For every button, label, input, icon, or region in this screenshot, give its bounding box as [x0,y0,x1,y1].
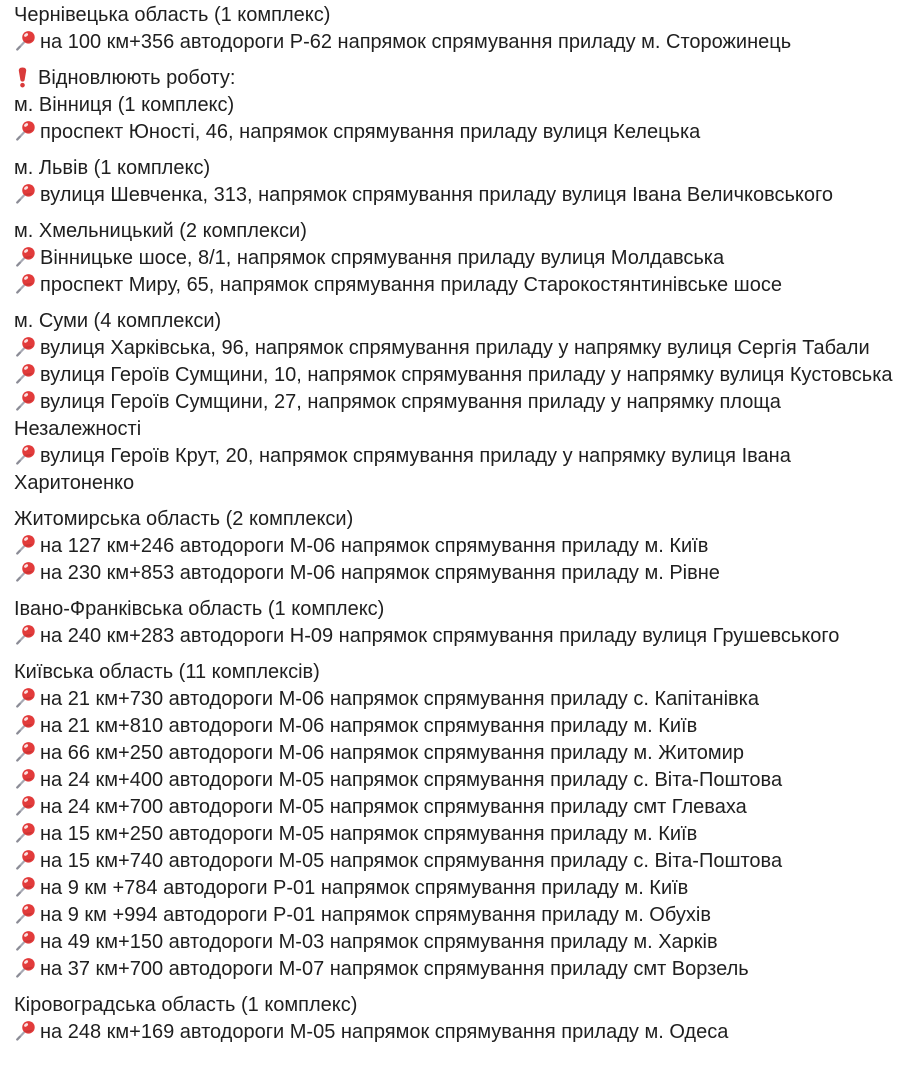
camera-location-text: проспект Миру, 65, напрямок спрямування приладу Старокостянтинівське шосе [40,274,782,296]
camera-location-item [14,245,893,272]
camera-location-item [14,389,893,443]
region-header: м. Вінниця (1 комплекс) [14,94,235,116]
pushpin-icon [14,929,37,952]
region-header: м. Суми (4 комплекси) [14,310,222,332]
camera-location-item [14,848,893,875]
camera-location-item [14,713,893,740]
region-block [14,2,893,56]
camera-location-item [14,902,893,929]
camera-location-text: на 37 км+700 автодороги М-07 напрямок спрямування приладу смт Ворзель [40,958,749,980]
region-block [14,155,893,209]
camera-location-text: проспект Юності, 46, напрямок спрямування приладу вулиця Келецька [40,121,701,143]
camera-location-item [14,272,893,299]
region-header: Чернівецька область (1 комплекс) [14,4,331,26]
pushpin-icon [14,740,37,763]
camera-location-text: вулиця Харківська, 96, напрямок спрямування приладу у напрямку вулиця Сергія Табали [40,337,870,359]
pushpin-icon [14,794,37,817]
pushpin-icon [14,875,37,898]
pushpin-icon [14,443,37,466]
pushpin-icon [14,767,37,790]
alert-text: Відновлюють роботу: [38,67,236,89]
camera-location-text: на 9 км +784 автодороги Р-01 напрямок спрямування приладу м. Київ [40,877,689,899]
restoring-work-note [14,65,893,92]
camera-location-text: на 49 км+150 автодороги М-03 напрямок спрямування приладу м. Харків [40,931,718,953]
camera-location-item [14,362,893,389]
camera-location-item [14,740,893,767]
pushpin-icon [14,713,37,736]
camera-location-text: вулиця Шевченка, 313, напрямок спрямування приладу вулиця Івана Величковського [40,184,833,206]
camera-location-text: на 15 км+740 автодороги М-05 напрямок спрямування приладу с. Віта-Поштова [40,850,783,872]
pushpin-icon [14,533,37,556]
region-block [14,308,893,497]
camera-location-item [14,623,893,650]
camera-location-text: на 127 км+246 автодороги М-06 напрямок спрямування приладу м. Київ [40,535,709,557]
camera-location-text: на 15 км+250 автодороги М-05 напрямок спрямування приладу м. Київ [40,823,698,845]
pushpin-icon [14,272,37,295]
camera-location-item [14,533,893,560]
camera-location-text: на 240 км+283 автодороги Н-09 напрямок спрямування приладу вулиця Грушевського [40,625,840,647]
camera-location-text: на 24 км+700 автодороги М-05 напрямок спрямування приладу смт Глеваха [40,796,747,818]
camera-location-item [14,119,893,146]
region-block [14,65,893,146]
pushpin-icon [14,686,37,709]
camera-location-text: на 24 км+400 автодороги М-05 напрямок спрямування приладу с. Віта-Поштова [40,769,783,791]
region-block [14,218,893,299]
pushpin-icon [14,29,37,52]
pushpin-icon [14,182,37,205]
region-header: м. Хмельницький (2 комплекси) [14,220,307,242]
pushpin-icon [14,1019,37,1042]
pushpin-icon [14,389,37,412]
camera-location-item [14,767,893,794]
region-header: Київська область (11 комплексів) [14,661,320,683]
camera-location-item [14,875,893,902]
pushpin-icon [14,956,37,979]
camera-location-item [14,794,893,821]
region-header: Івано-Франківська область (1 комплекс) [14,598,385,620]
camera-location-text: Вінницьке шосе, 8/1, напрямок спрямування приладу вулиця Молдавська [40,247,725,269]
camera-location-text: вулиця Героїв Крут, 20, напрямок спрямування приладу у напрямку вулиця Івана Харитоненко [14,445,791,494]
pushpin-icon [14,821,37,844]
camera-location-item [14,560,893,587]
camera-location-item [14,821,893,848]
camera-location-text: на 9 км +994 автодороги Р-01 напрямок спрямування приладу м. Обухів [40,904,711,926]
camera-location-text: вулиця Героїв Сумщини, 27, напрямок спрямування приладу у напрямку площа Незалежності [14,391,781,440]
region-header: м. Львів (1 комплекс) [14,157,211,179]
pushpin-icon [14,245,37,268]
exclamation-icon [14,65,31,89]
pushpin-icon [14,335,37,358]
camera-location-item [14,929,893,956]
camera-location-text: на 21 км+730 автодороги М-06 напрямок спрямування приладу с. Капітанівка [40,688,759,710]
camera-location-text: на 230 км+853 автодороги М-06 напрямок спрямування приладу м. Рівне [40,562,720,584]
pushpin-icon [14,362,37,385]
pushpin-icon [14,848,37,871]
camera-location-text: на 100 км+356 автодороги Р-62 напрямок спрямування приладу м. Сторожинець [40,31,792,53]
camera-location-item [14,443,893,497]
region-header: Житомирська область (2 комплекси) [14,508,354,530]
camera-location-text: на 66 км+250 автодороги М-06 напрямок спрямування приладу м. Житомир [40,742,744,764]
pushpin-icon [14,623,37,646]
region-block [14,659,893,983]
camera-location-item [14,956,893,983]
pushpin-icon [14,560,37,583]
region-block [14,506,893,587]
region-block [14,992,893,1046]
region-blocks [14,2,893,1046]
camera-location-text: на 21 км+810 автодороги М-06 напрямок спрямування приладу м. Київ [40,715,698,737]
camera-location-item [14,29,893,56]
camera-location-item [14,686,893,713]
camera-location-item [14,335,893,362]
camera-location-text: на 248 км+169 автодороги М-05 напрямок спрямування приладу м. Одеса [40,1021,729,1043]
pushpin-icon [14,119,37,142]
camera-location-text: вулиця Героїв Сумщини, 10, напрямок спрямування приладу у напрямку вулиця Кустовська [40,364,893,386]
region-block [14,596,893,650]
camera-location-item [14,1019,893,1046]
region-header: Кіровоградська область (1 комплекс) [14,994,358,1016]
camera-location-item [14,182,893,209]
pushpin-icon [14,902,37,925]
